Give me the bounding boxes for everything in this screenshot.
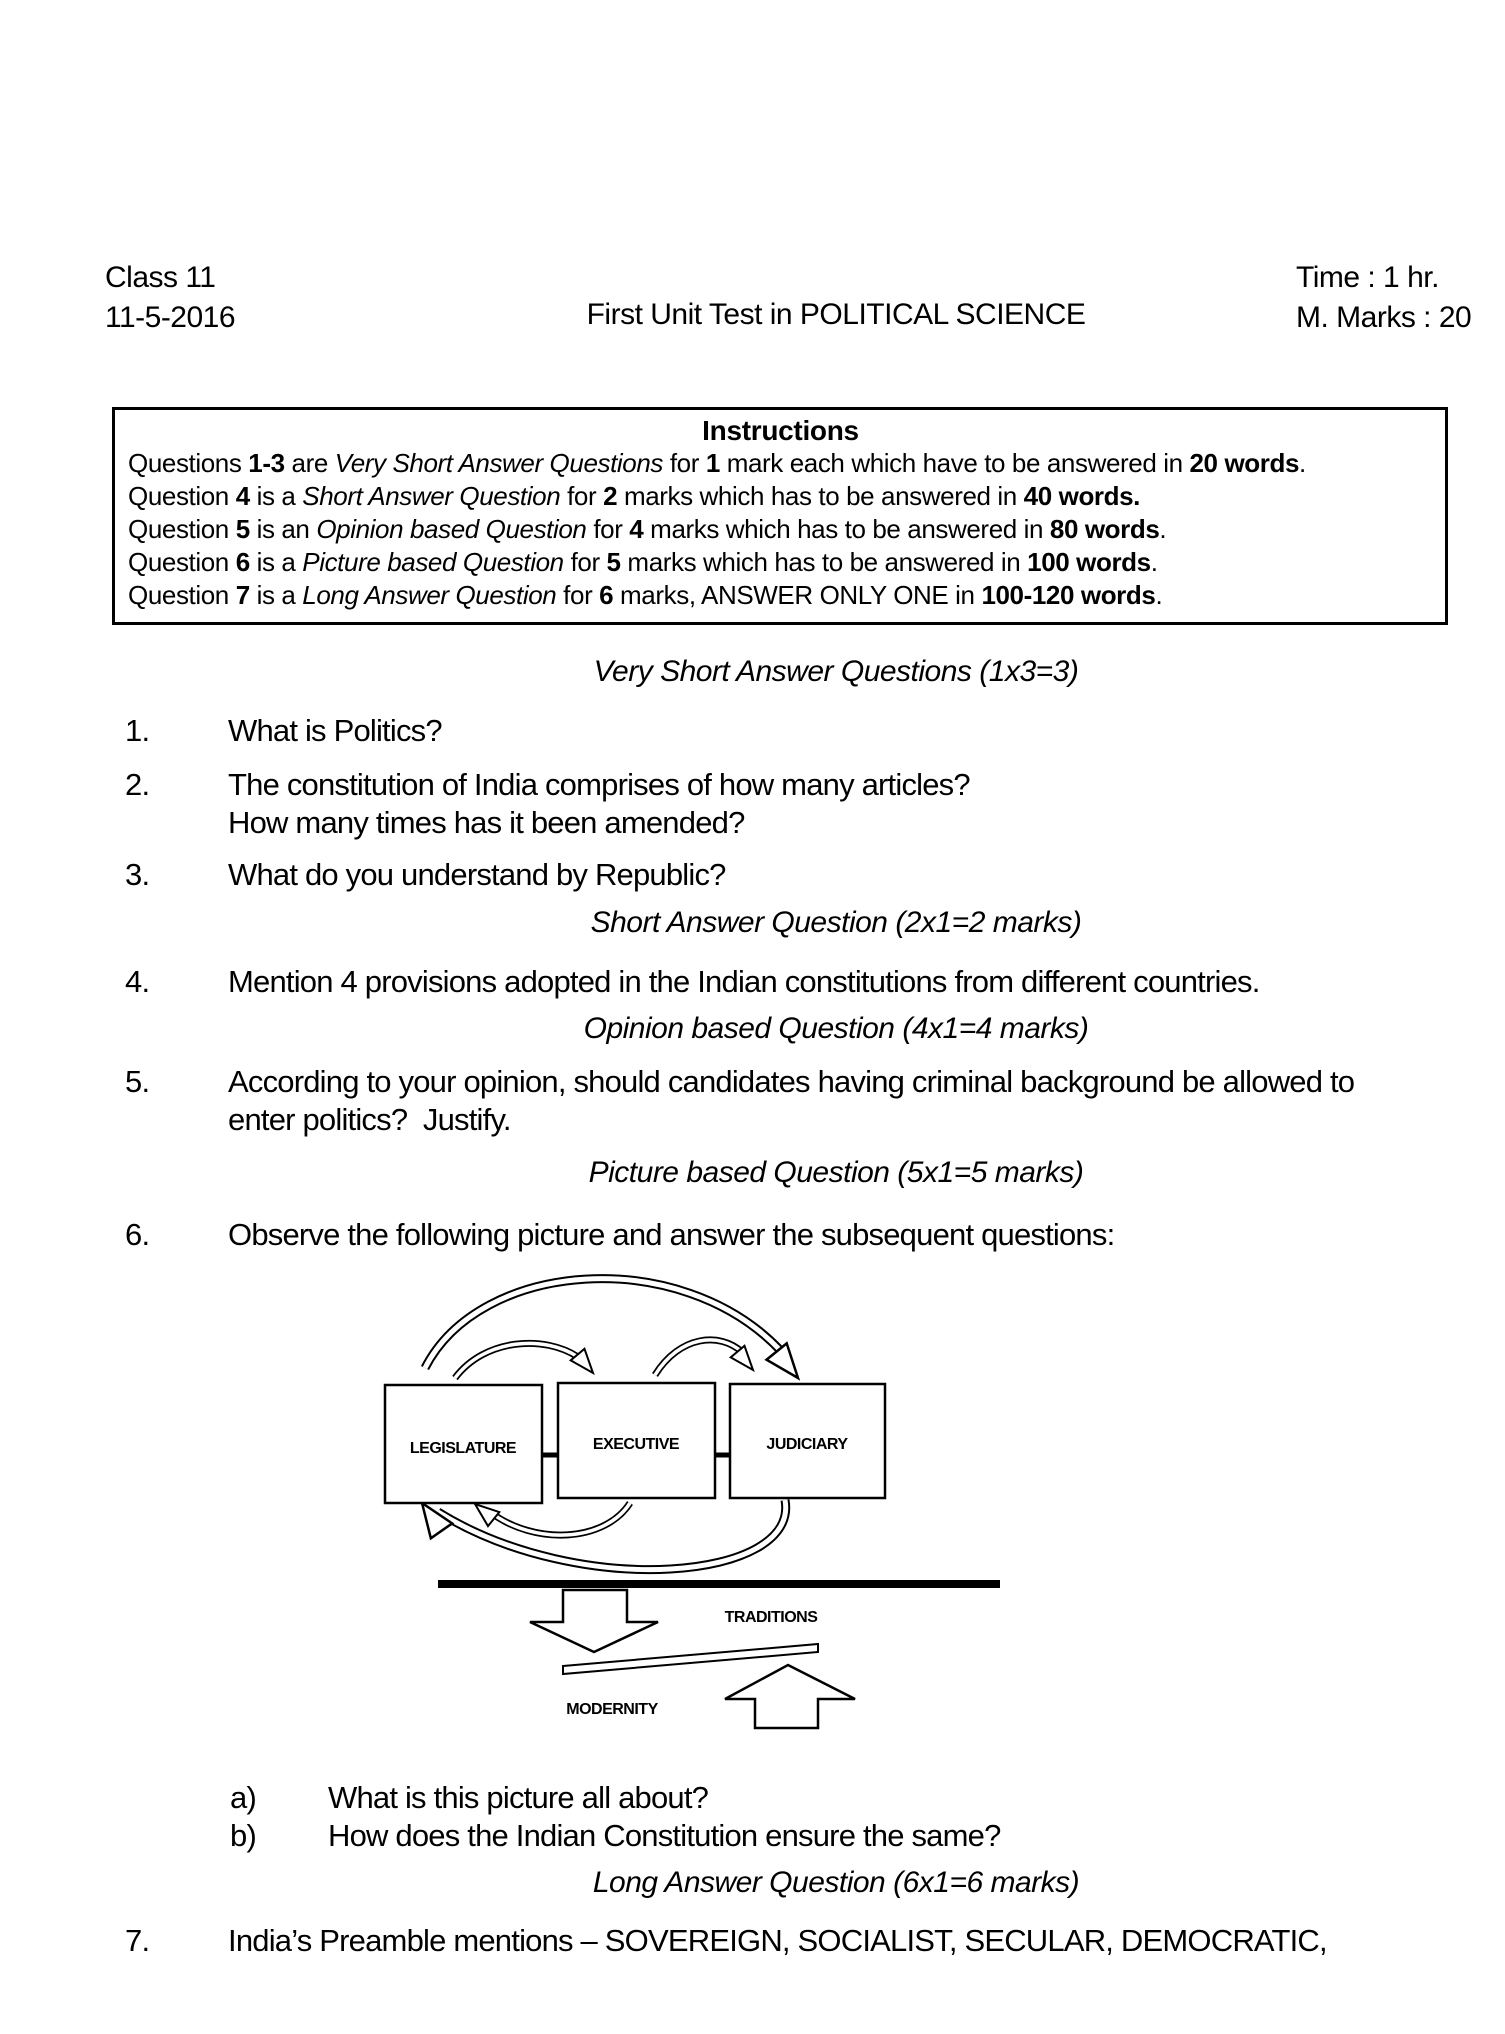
traditions-label: TRADITIONS <box>724 1609 818 1626</box>
question-text-line: How many times has it been amended? <box>228 805 745 840</box>
question-number: 2. <box>125 767 150 802</box>
question-text: Mention 4 provisions adopted in the Indian constitutions from different countries. <box>228 964 1260 999</box>
question-7 <box>125 1922 1327 1960</box>
executive-label: EXECUTIVE <box>592 1436 680 1453</box>
question-5 <box>125 1063 1354 1139</box>
arc-legislature-to-executive-arrow <box>455 1343 600 1378</box>
header-right <box>1296 258 1471 338</box>
instructions-box <box>112 407 1448 625</box>
question-1 <box>125 712 442 750</box>
instruction-line: Question 5 is an Opinion based Question for 4 marks which has to be answered in 80 words. <box>128 514 1167 544</box>
subquestion-a <box>230 1779 708 1817</box>
arc-executive-to-judiciary-arrow <box>655 1340 760 1376</box>
header-left <box>105 258 235 338</box>
instructions-title: Instructions <box>702 415 859 446</box>
question-text-line: enter politics? Justify. <box>228 1102 511 1137</box>
instruction-line: Questions 1-3 are Very Short Answer Questions for 1 mark each which have to be answered in 20 words. <box>128 448 1306 478</box>
question-text-line: According to your opinion, should candidates having criminal background be allowed to <box>228 1064 1355 1099</box>
question-number: 4. <box>125 964 150 999</box>
subquestion-label: b) <box>230 1818 256 1853</box>
question-number: 1. <box>125 713 150 748</box>
question-number: 5. <box>125 1064 150 1099</box>
question-4 <box>125 963 1260 1001</box>
page-title: First Unit Test in POLITICAL SCIENCE <box>586 298 1086 331</box>
question-text: What do you understand by Republic? <box>228 857 726 892</box>
arc-judiciary-to-legislature-arrow <box>411 1496 785 1570</box>
up-arrow <box>725 1665 855 1728</box>
section-heading-short-answer: Short Answer Question (2x1=2 marks) <box>590 906 1082 939</box>
subquestion-text: What is this picture all about? <box>328 1780 709 1815</box>
instruction-line: Question 6 is a Picture based Question for 5 marks which has to be answered in 100 words. <box>128 547 1158 577</box>
question-text: What is Politics? <box>228 713 442 748</box>
instruction-line: Question 4 is a Short Answer Question for 2 marks which has to be answered in 40 words. <box>128 481 1141 511</box>
subquestion-b <box>230 1817 1001 1855</box>
legislature-label: LEGISLATURE <box>409 1440 517 1457</box>
question-text-line: The constitution of India comprises of how many articles? <box>228 767 970 802</box>
question-number: 3. <box>125 857 150 892</box>
question-6 <box>125 1216 1114 1254</box>
class-label: Class 11 <box>105 261 216 294</box>
section-heading-picture: Picture based Question (5x1=5 marks) <box>588 1156 1084 1189</box>
subquestion-text: How does the Indian Constitution ensure the same? <box>328 1818 1001 1853</box>
section-heading-very-short: Very Short Answer Questions (1x3=3) <box>593 655 1079 688</box>
max-marks: M. Marks : 20 <box>1296 301 1472 334</box>
exam-date: 11-5-2016 <box>105 301 236 334</box>
time-allowed: Time : 1 hr. <box>1296 261 1439 294</box>
question-3 <box>125 856 726 894</box>
question-text: Observe the following picture and answer the subsequent questions: <box>228 1217 1115 1252</box>
question-number: 7. <box>125 1923 150 1958</box>
question-number: 6. <box>125 1217 150 1252</box>
base-line <box>438 1580 1000 1588</box>
section-heading-opinion: Opinion based Question (4x1=4 marks) <box>583 1012 1089 1045</box>
question-2 <box>125 766 970 842</box>
down-arrow <box>530 1590 658 1652</box>
judiciary-label: JUDICIARY <box>766 1436 848 1453</box>
arc-legislature-to-judiciary-arrow <box>425 1279 808 1387</box>
instruction-line: Question 7 is a Long Answer Question for 6 marks, ANSWER ONLY ONE in 100-120 words. <box>128 580 1163 610</box>
section-heading-long-answer: Long Answer Question (6x1=6 marks) <box>592 1866 1080 1899</box>
question-text: India’s Preamble mentions – SOVEREIGN, SOCIALIST, SECULAR, DEMOCRATIC, <box>228 1923 1327 1958</box>
separation-of-powers-diagram <box>350 1250 1050 1750</box>
subquestion-label: a) <box>230 1780 256 1815</box>
modernity-label: MODERNITY <box>566 1701 658 1718</box>
